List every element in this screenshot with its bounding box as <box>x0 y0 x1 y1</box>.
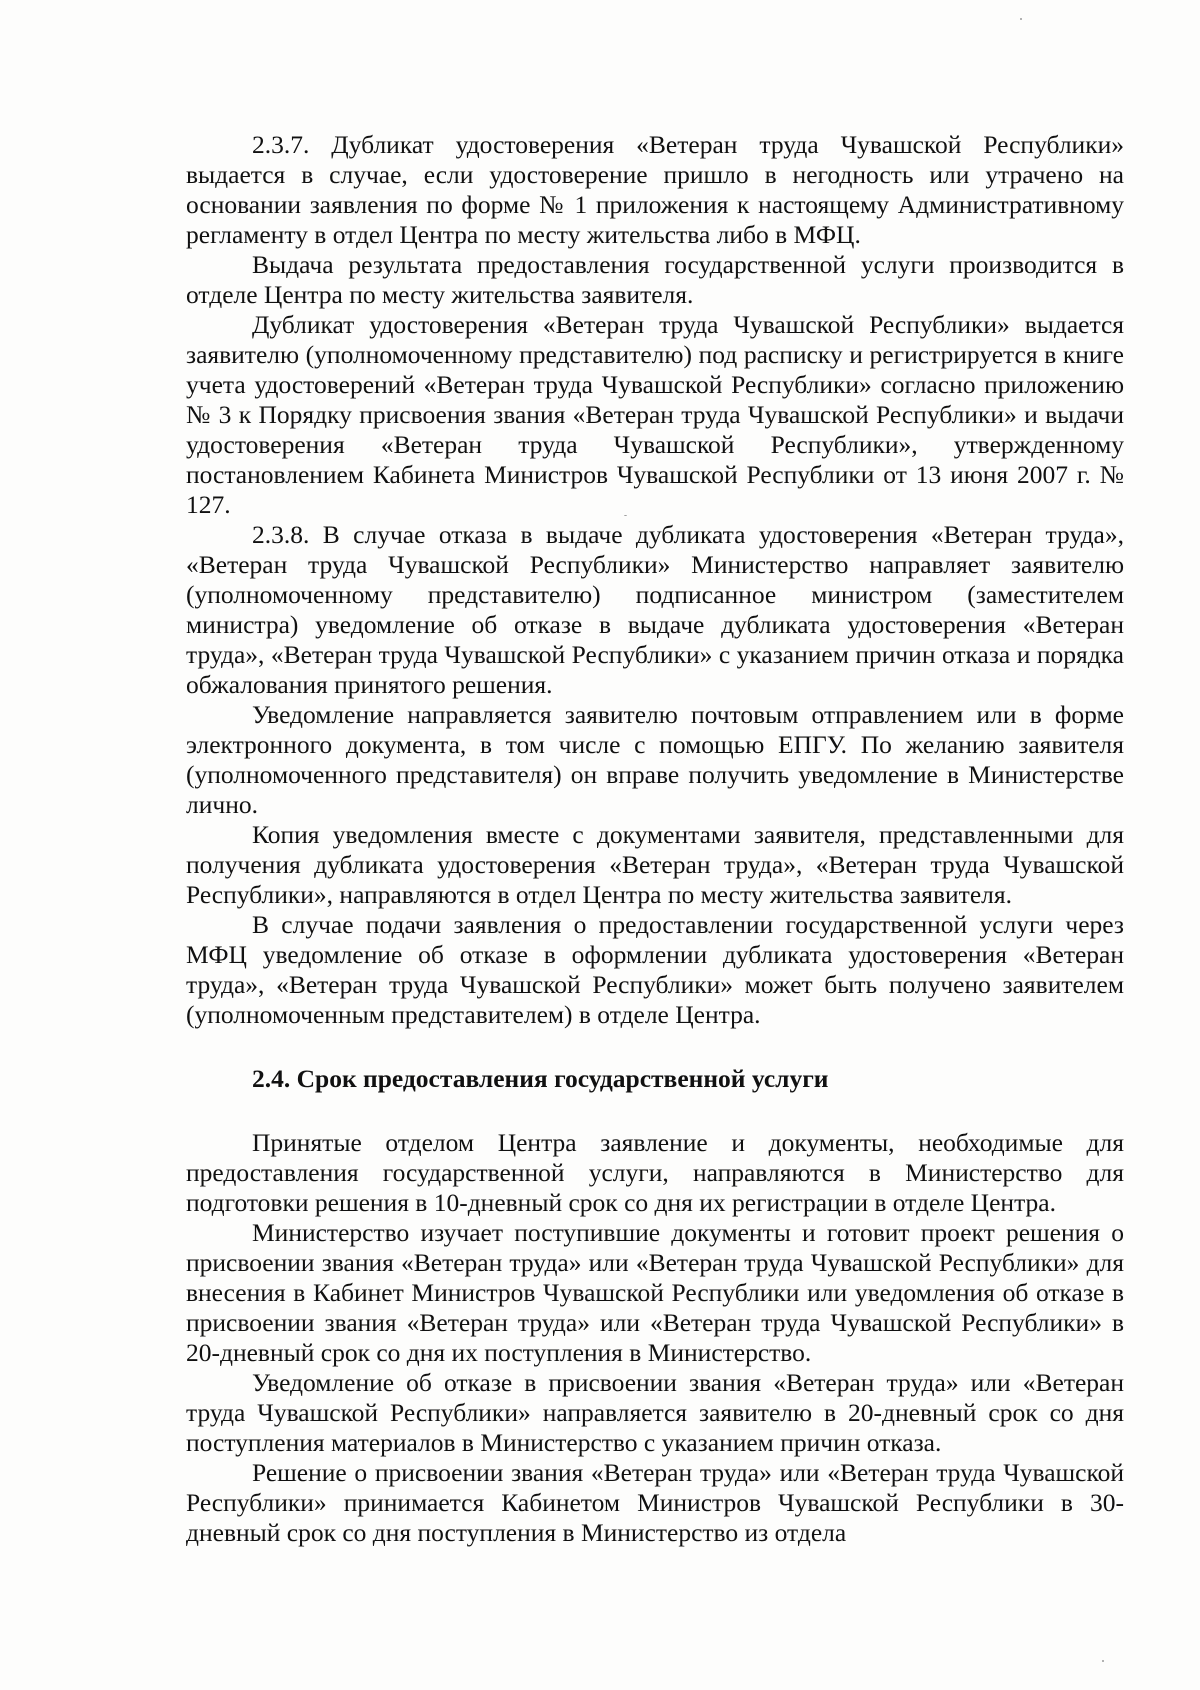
paragraph-notification-delivery: Уведомление направляется заявителю почтовым отправлением или в форме электронного документа, в том числе с помощью ЕПГУ. По желанию заявителя (уполномоченного представителя) он вправе получить уведомление в Министерстве лично. <box>186 700 1124 819</box>
paragraph-2-3-7: 2.3.7. Дубликат удостоверения «Ветеран труда Чувашской Республики» выдается в случае, если удостоверение пришло в негодность или утрачено на основании заявления по форме № 1 приложения к настоящему Административному регламенту в отдел Центра по месту жительства либо в МФЦ. <box>186 130 1124 249</box>
scan-speck <box>1020 18 1022 20</box>
paragraph-documents-forwarding: Принятые отделом Центра заявление и документы, необходимые для предоставления государственной услуги, направляются в Министерство для подготовки решения в 10-дневный срок со дня их регистрации в отделе Центра. <box>186 1128 1124 1217</box>
paragraph-2-3-8: 2.3.8. В случае отказа в выдаче дубликата удостоверения «Ветеран труда», «Ветеран труда Чувашской Республики» Министерство направляет заявителю (уполномоченному представителю) подписанное министром (заместителем министра) уведомление об отказе в выдаче дубликата удостоверения «Ветеран труда», «Ветеран труда Чувашской Республики» с указанием причин отказа и порядка обжалования принятого решения. <box>186 520 1124 699</box>
paragraph-refusal-notification: Уведомление об отказе в присвоении звания «Ветеран труда» или «Ветеран труда Чувашской Республики» направляется заявителю в 20-дневный срок со дня поступления материалов в Министерство с указанием причин отказа. <box>186 1368 1124 1457</box>
paragraph-ministry-review: Министерство изучает поступившие документы и готовит проект решения о присвоении звания «Ветеран труда» или «Ветеран труда Чувашской Республики» для внесения в Кабинет Министров Чувашской Республики или уведомления об отказе в присвоении звания «Ветеран труда» или «Ветеран труда Чувашской Республики» в 20-дневный срок со дня их поступления в Министерство. <box>186 1218 1124 1367</box>
paragraph-duplicate-issuance: Дубликат удостоверения «Ветеран труда Чувашской Республики» выдается заявителю (уполномоченному представителю) под расписку и регистрируется в книге учета удостоверений «Ветеран труда Чувашской Республики» согласно приложению № 3 к Порядку присвоения звания «Ветеран труда Чувашской Республики» и выдачи удостоверения «Ветеран труда Чувашской Республики», утвержденному постановлением Кабинета Министров Чувашской Республики от 13 июня 2007 г. № 127. <box>186 310 1124 519</box>
section-heading-2-4: 2.4. Срок предоставления государственной услуги <box>252 1064 829 1093</box>
paragraph-mfc-submission: В случае подачи заявления о предоставлении государственной услуги через МФЦ уведомление об отказе в оформлении дубликата удостоверения «Ветеран труда», «Ветеран труда Чувашской Республики» может быть получено заявителем (уполномоченным представителем) в отделе Центра. <box>186 910 1124 1029</box>
paragraph-cabinet-decision: Решение о присвоении звания «Ветеран труда» или «Ветеран труда Чувашской Республики» принимается Кабинетом Министров Чувашской Республики в 30-дневный срок со дня поступления в Министерство из отдела <box>186 1458 1124 1547</box>
paragraph-notification-copy: Копия уведомления вместе с документами заявителя, представленными для получения дубликата удостоверения «Ветеран труда», «Ветеран труда Чувашской Республики», направляются в отдел Центра по месту жительства заявителя. <box>186 820 1124 909</box>
paragraph-result-issuance: Выдача результата предоставления государственной услуги производится в отделе Центра по месту жительства заявителя. <box>186 250 1124 309</box>
document-body <box>186 130 1124 1548</box>
scan-speck <box>624 515 627 516</box>
scan-speck <box>1102 1660 1104 1662</box>
